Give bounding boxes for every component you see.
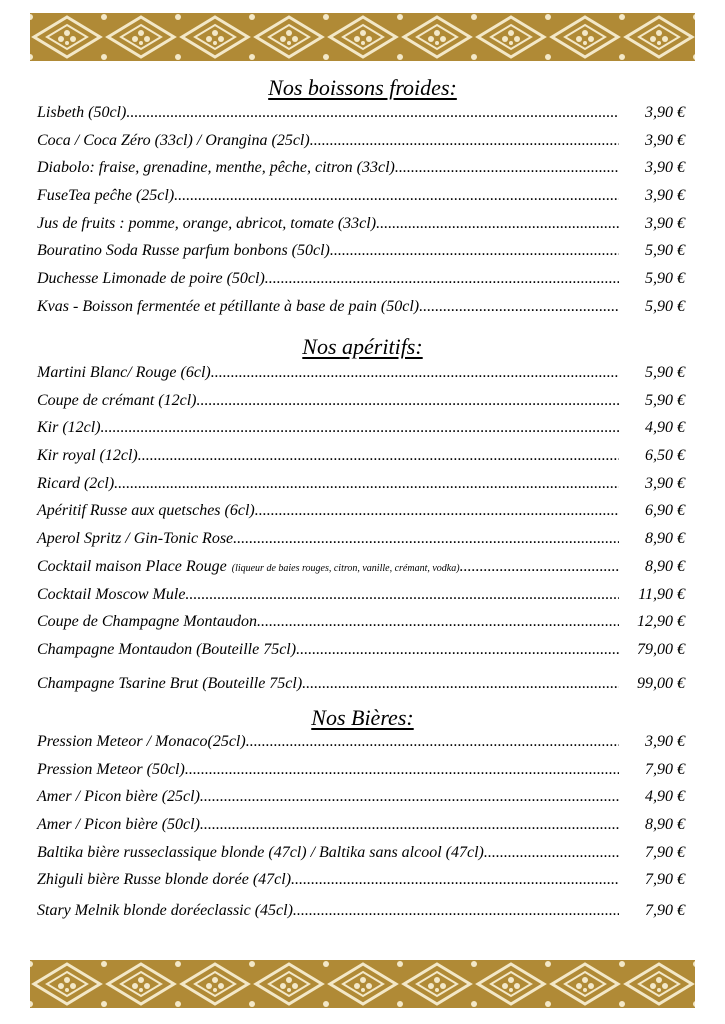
item-note: (liqueur de baies rouges, citron, vanille, crémant, vodka) (231, 562, 460, 574)
menu-item (37, 586, 685, 614)
item-name: Kir (12cl) (37, 419, 101, 437)
item-name: Coupe de crémant (12cl) (37, 391, 197, 409)
menu-item (37, 475, 685, 503)
menu-item (37, 761, 685, 789)
dot-leader (114, 475, 619, 493)
section-heading-beers: Nos Bières: (311, 705, 414, 730)
menu-item (37, 392, 685, 420)
item-price: 5,90 € (645, 364, 685, 381)
menu-item (37, 816, 685, 844)
item-name: Kvas - Boisson fermentée et pétillante à base de pain (50cl) (37, 297, 420, 315)
menu-item (37, 502, 685, 530)
ornamental-border-top (30, 13, 695, 61)
dot-leader (265, 270, 619, 288)
menu-item (37, 104, 685, 132)
dot-leader (419, 298, 619, 316)
section-heading-cold-drinks: Nos boissons froides: (268, 75, 457, 100)
item-price: 7,90 € (645, 902, 685, 920)
menu-item (37, 419, 685, 447)
dot-leader (293, 902, 619, 920)
menu-item (37, 871, 685, 899)
section-heading-aperitifs: Nos apéritifs: (302, 334, 423, 359)
item-name: Coca / Coca Zéro (33cl) / Orangina (25cl) (37, 131, 310, 149)
item-price: 3,90 € (645, 733, 685, 750)
menu-item (37, 242, 685, 270)
item-price: 5,90 € (645, 391, 685, 409)
item-name: Martini Blanc/ Rouge (6cl) (37, 364, 211, 381)
menu-item (37, 187, 685, 215)
item-name: Apéritif Russe aux quetsches (6cl) (37, 502, 255, 520)
dot-leader (257, 613, 619, 631)
item-price: 5,90 € (645, 297, 685, 315)
menu-item (37, 733, 685, 761)
dot-leader (330, 242, 619, 260)
item-price: 7,90 € (645, 760, 685, 778)
ornamental-border-bottom (30, 960, 695, 1008)
menu-item (37, 558, 685, 586)
item-price: 3,90 € (645, 474, 685, 492)
item-price: 12,90 € (637, 613, 685, 631)
beers-list (37, 733, 685, 930)
dot-leader (460, 558, 619, 576)
item-price: 3,90 € (645, 131, 685, 149)
item-price: 4,90 € (645, 788, 685, 806)
item-name: Ricard (2cl) (37, 474, 115, 492)
item-name: Duchesse Limonade de poire (50cl) (37, 270, 265, 288)
menu-item (37, 364, 685, 392)
item-price: 3,90 € (645, 159, 685, 177)
item-name: Kir royal (12cl) (37, 447, 138, 465)
dot-leader (185, 586, 619, 604)
dot-leader (302, 675, 619, 693)
item-name: Champagne Montaudon (Bouteille 75cl) (37, 640, 297, 658)
dot-leader (291, 871, 619, 889)
item-name: Coupe de Champagne Montaudon (37, 613, 257, 631)
dot-leader (211, 364, 619, 382)
item-name: FuseTea peĉhe (25cl) (37, 187, 175, 205)
aperitifs-list (37, 364, 685, 702)
item-name: Aperol Spritz / Gin-Tonic Rose (37, 530, 234, 548)
menu-item (37, 215, 685, 243)
dot-leader (310, 132, 619, 150)
item-name: Jus de fruits : pomme, orange, abricot, tomate (33cl) (37, 214, 377, 232)
item-price: 8,90 € (645, 530, 685, 548)
dot-leader (246, 733, 619, 751)
item-name: Pression Meteor / Monaco(25cl) (37, 733, 246, 750)
item-name: Zhiguli bière Russe blonde dorée (47cl) (37, 871, 292, 889)
item-name: Pression Meteor (50cl) (37, 760, 185, 778)
menu-item (37, 675, 685, 703)
item-name: Stary Melnik blonde doréeclassic (45cl) (37, 902, 293, 920)
menu-item (37, 132, 685, 160)
item-name: Cocktail Moscow Mule (37, 585, 186, 603)
dot-leader (233, 530, 619, 548)
item-price: 11,90 € (638, 585, 685, 603)
menu-item (37, 270, 685, 298)
cold-drinks-list (37, 104, 685, 326)
item-price: 99,00 € (637, 674, 685, 692)
dot-leader (138, 447, 619, 465)
item-price: 4,90 € (645, 419, 685, 437)
dot-leader (200, 788, 619, 806)
menu-item (37, 159, 685, 187)
item-price: 5,90 € (645, 242, 685, 260)
item-price: 7,90 € (645, 843, 685, 861)
menu-item (37, 902, 685, 930)
item-price: 6,90 € (645, 502, 685, 520)
dot-leader (197, 392, 619, 410)
menu-item (37, 788, 685, 816)
item-price: 8,90 € (645, 816, 685, 834)
item-name: Lisbeth (50cl) (37, 104, 127, 121)
item-name: Amer / Picon bière (50cl) (37, 816, 200, 834)
item-price: 6,50 € (645, 447, 685, 465)
dot-leader (185, 761, 619, 779)
dot-leader (484, 844, 619, 862)
item-price: 79,00 € (637, 640, 685, 658)
dot-leader (296, 641, 619, 659)
dot-leader (101, 419, 619, 437)
dot-leader (174, 187, 619, 205)
item-price: 8,90 € (645, 557, 685, 575)
item-price: 5,90 € (645, 270, 685, 288)
item-price: 3,90 € (645, 214, 685, 232)
item-name: Baltika bière russeclassique blonde (47cl) / Baltika sans alcool (47cl) (37, 843, 484, 861)
item-name: Amer / Picon bière (25cl) (37, 788, 200, 806)
item-price: 7,90 € (645, 871, 685, 889)
item-price: 3,90 € (645, 187, 685, 205)
menu-item (37, 298, 685, 326)
menu-item (37, 613, 685, 641)
dot-leader (376, 215, 619, 233)
dot-leader (255, 502, 619, 520)
menu-item (37, 641, 685, 669)
item-price: 3,90 € (645, 104, 685, 121)
dot-leader (395, 159, 619, 177)
dot-leader (200, 816, 619, 834)
menu-item (37, 530, 685, 558)
menu-item (37, 844, 685, 872)
item-name: Bouratino Soda Russe parfum bonbons (50cl) (37, 242, 330, 260)
item-name: Cocktail maison Place Rouge (37, 557, 227, 575)
item-name: Champagne Tsarine Brut (Bouteille 75cl) (37, 674, 303, 692)
item-name: Diabolo: fraise, grenadine, menthe, pêche, citron (33cl) (37, 159, 395, 177)
menu-item (37, 447, 685, 475)
dot-leader (126, 104, 619, 122)
